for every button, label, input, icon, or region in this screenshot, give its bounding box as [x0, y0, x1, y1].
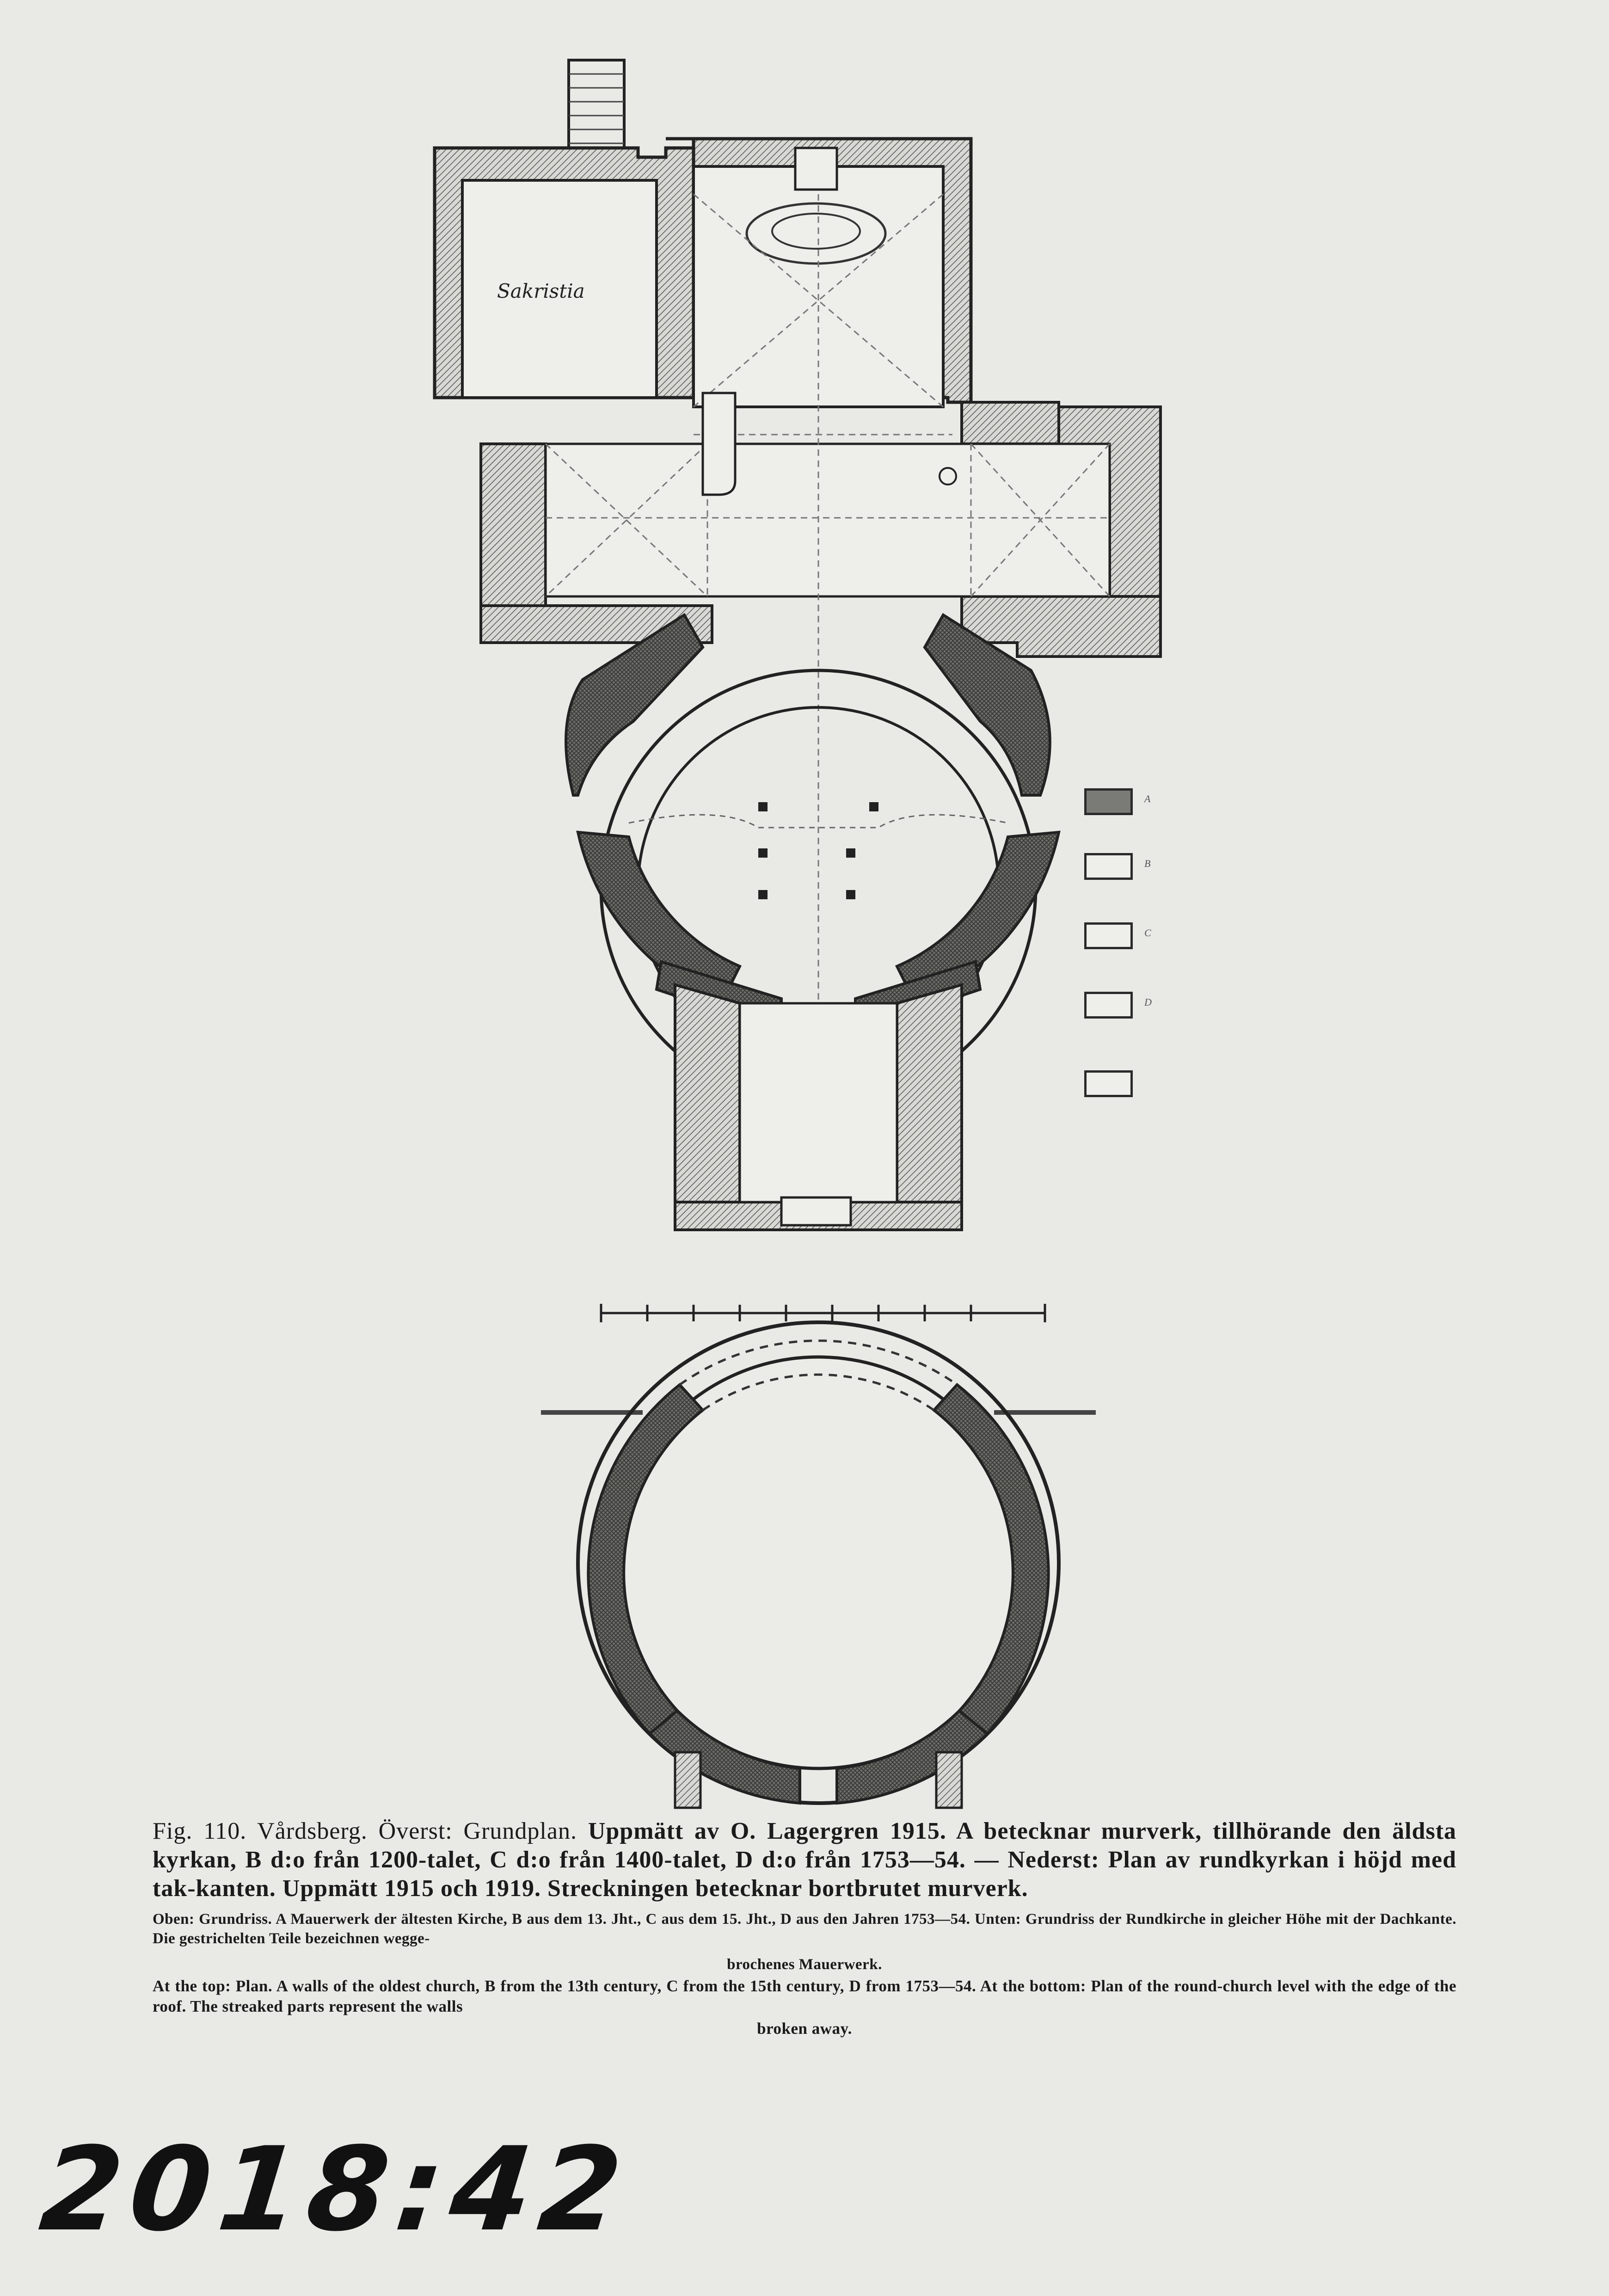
legend-entry-d	[1084, 992, 1232, 1024]
legend-key-c: C	[1144, 927, 1151, 939]
round-church-plan	[541, 1322, 1096, 1808]
porch	[675, 985, 962, 1230]
sacristy	[435, 148, 694, 398]
legend-entry-c	[1084, 922, 1232, 955]
caption-german-end: brochenes Mauerwerk.	[727, 1956, 882, 1973]
caption-english-end: broken away.	[757, 2020, 852, 2038]
legend-swatch-e	[1084, 1070, 1133, 1097]
legend-swatch-c	[1084, 922, 1133, 949]
archive-number: 2018:42	[34, 2122, 636, 2257]
legend-entry-a	[1084, 788, 1232, 821]
caption-swedish-body: Uppmätt av O. Lagergren 1915. A betecknar murverk, tillhörande den äldsta kyrkan, B d:o från 1200-talet, C d:o från 1400-talet, D d:o från 1753—54. — Nederst: Plan av rundkyrkan i höjd med tak-kanten. Uppmätt 1915 och 1919. Streckningen betecknar bortbrutet murverk.	[153, 1818, 1457, 1902]
figure-caption	[153, 1817, 1456, 2039]
caption-swedish-lead: Fig. 110. Vårdsberg. Överst: Grundplan.	[153, 1818, 577, 1844]
north-stair	[569, 60, 624, 157]
legend-entry-b	[1084, 853, 1232, 885]
scale-bar	[601, 1304, 1045, 1322]
legend-swatch-b	[1084, 853, 1133, 880]
legend-entry-e	[1084, 1070, 1232, 1103]
legend-key-d: D	[1144, 996, 1152, 1008]
legend-swatch-d	[1084, 992, 1133, 1019]
legend-swatch-a	[1084, 788, 1133, 815]
sakristia-label: Sakristia	[497, 280, 585, 302]
caption-german: Oben: Grundriss. A Mauerwerk der ältesten Kirche, B aus dem 13. Jht., C aus dem 15. Jht., D aus den Jahren 1753—54. Unten: Grundriss der Rundkirche in gleicher Höhe mit der Dachkante. Die gestrichelten Teile bezeichnen wegge-	[153, 1911, 1456, 1947]
caption-english: At the top: Plan. A walls of the oldest church, B from the 13th century, C from the 15th century, D from 1753—54. At the bottom: Plan of the round-church level with the edge of the roof. The streaked parts represent the walls	[153, 1977, 1456, 2015]
legend-key-a: A	[1144, 793, 1151, 804]
legend-key-b: B	[1144, 858, 1151, 869]
caption-swedish	[153, 1817, 1456, 1903]
